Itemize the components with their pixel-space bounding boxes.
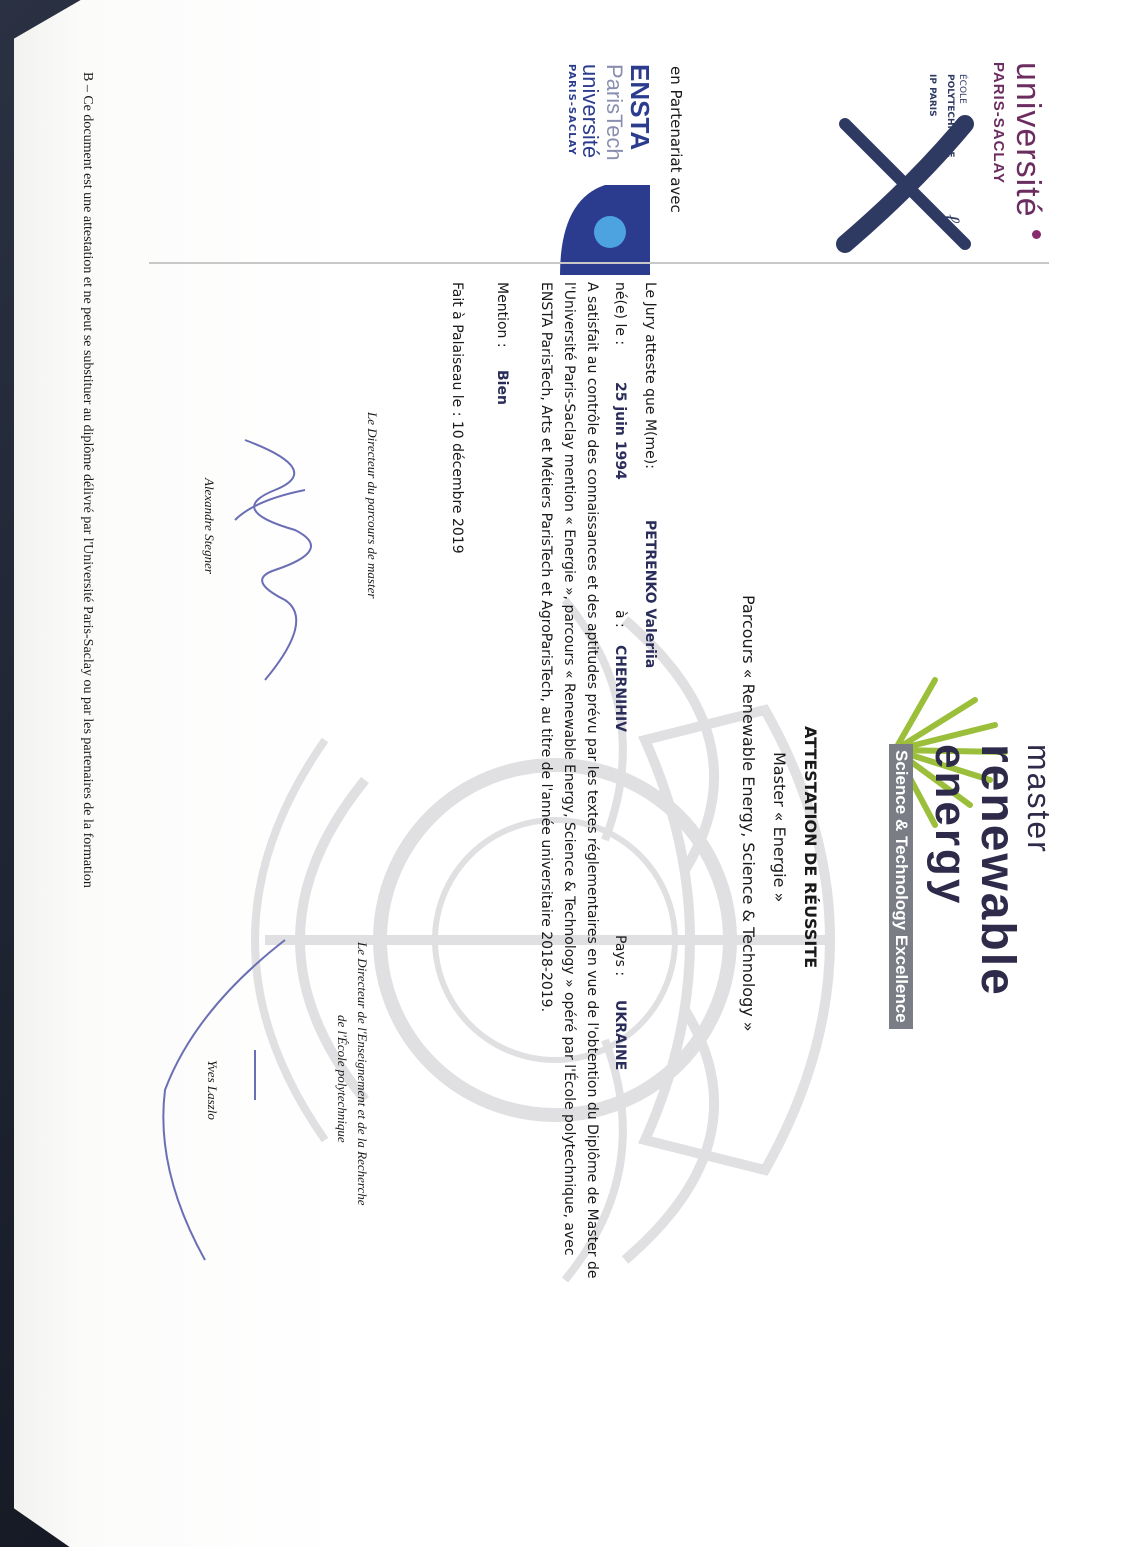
title: ATTESTATION DE RÉUSSITE [801,726,820,969]
parcours-line: Parcours « Renewable Energy, Science & Technology » [739,595,758,1032]
signatory-left-name: Alexandre Stegner [202,478,217,574]
body-line-2: l'Université Paris-Saclay mention « Energie », parcours « Renewable Energy, Science & Technology » opéré par l'École polytechnique, avec [561,282,577,1256]
master-re-line2: renewable [971,744,1024,997]
paris-saclay-dot-icon [1032,230,1041,239]
country: UKRAINE [612,1000,628,1071]
mention-value: Bien [494,370,510,405]
body-line-3: ENSTA ParisTech, Arts et Métiers ParisTech et AgroParisTech, au titre de l'année universitaire 2018-2019. [538,282,554,1013]
master-re-logo [845,640,1085,1060]
ensta-line3: université [578,64,603,159]
partner-label: en Partenariat avec [667,66,685,213]
jury-label: Le Jury atteste que M(me): [642,282,658,469]
body-line-1: A satisfait au contrôle des connaissances et des aptitudes prévu par les textes réglementaires en vue de l'obtention du Diplôme de Master de [584,282,600,1279]
ensta-line2: ParisTech [602,64,627,161]
paris-saclay-logo [977,62,1047,312]
mention-label: Mention : [494,282,510,348]
header-divider [149,262,1049,264]
polytechnique-line1: ÉCOLE [957,74,967,104]
born-label: né(e) le : [612,282,628,346]
master-re-line3: energy [926,744,975,907]
polytechnique-line2: POLYTECHNIQUE [945,74,955,158]
ensta-logo [515,64,655,314]
ensta-sub: PARIS-SACLAY [566,64,577,156]
birth-place: CHERNIHIV [612,645,628,733]
signature-right [155,930,315,1270]
signatory-right-title-1: Le Directeur de l'Enseignement et de la Recherche [355,942,370,1206]
signatory-right-name: Yves Laszlo [205,1060,220,1120]
footer-note: B – Ce document est une attestation et ne peut se substituer au diplôme délivré par l'Université Paris-Saclay ou par les partenaires de la formation [80,72,95,888]
paris-saclay-sub: PARIS-SACLAY [990,62,1007,185]
master-re-tagline: Science & Technology Excellence [889,744,913,1029]
country-label: Pays : [612,935,628,977]
master-line: Master « Energie » [770,752,789,903]
birth-date: 25 juin 1994 [612,382,628,480]
paris-saclay-word: université [1009,62,1047,218]
signatory-left-title: Le Directeur du parcours de master [365,412,380,599]
ip-paris-sub: IP PARIS [927,74,937,117]
student-name: PETRENKO Valeriia [642,520,658,669]
master-re-line1: master [1021,744,1057,854]
fait-a: Fait à Palaiseau le : 10 décembre 2019 [449,282,465,554]
polytechnique-logo [835,74,975,264]
at-label: à : [612,610,628,628]
ensta-line1: ENSTA [625,64,655,151]
ensta-emblem-icon [555,180,655,280]
signatory-right-title-2: de l'École polytechnique [335,1015,350,1143]
svg-text:ℓ: ℓ [940,214,965,224]
